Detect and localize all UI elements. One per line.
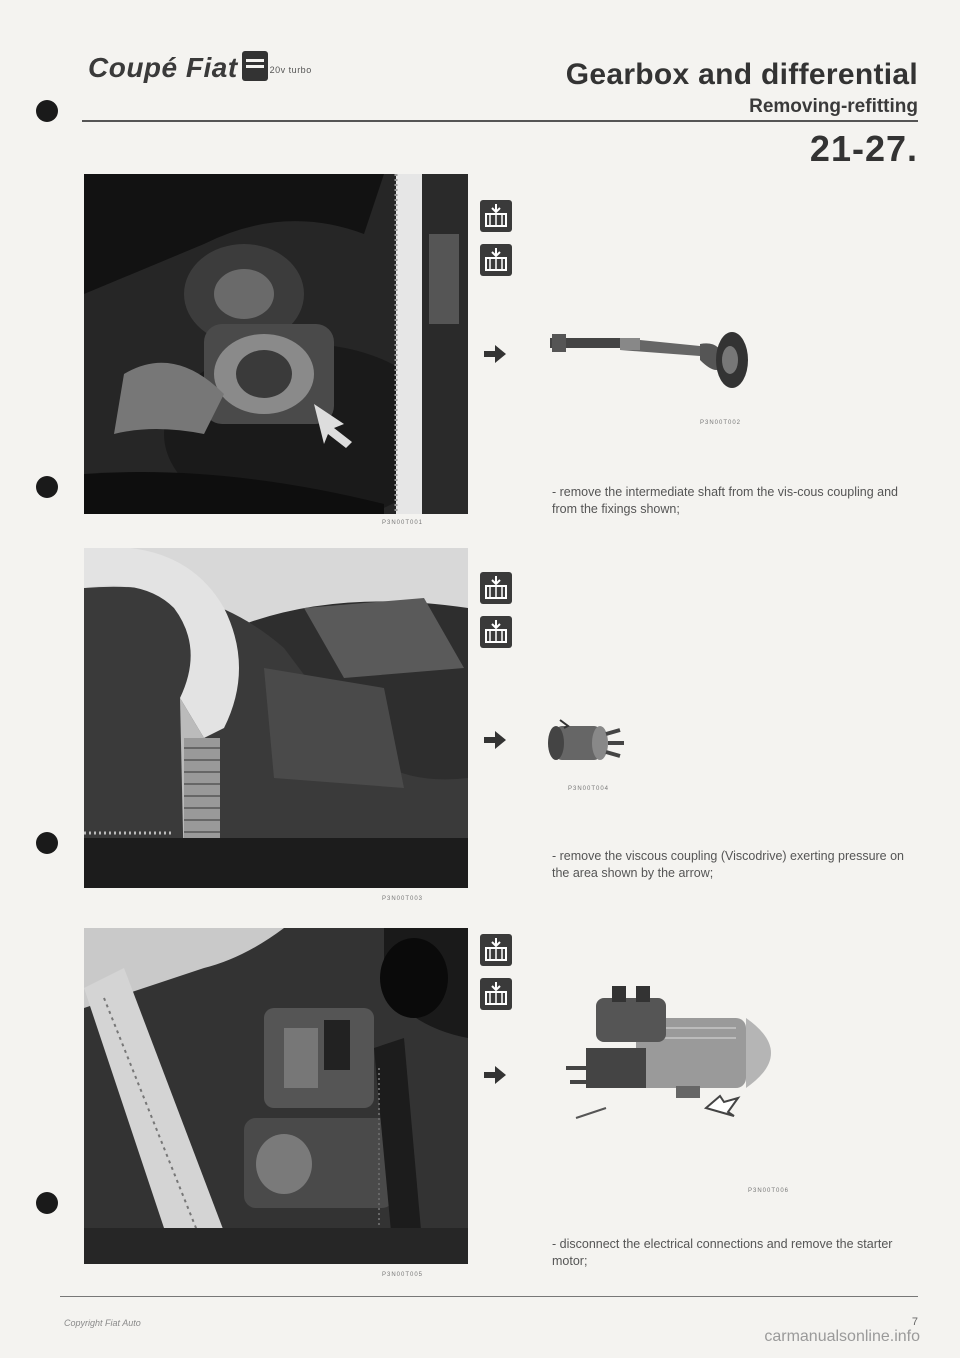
- brand-title: [88, 52, 312, 85]
- step-text: - remove the viscous coupling (Viscodrive) exerting pressure on the area shown by the arrow;: [552, 849, 905, 880]
- detail-code: P3N00T006: [748, 1188, 790, 1194]
- gearbox-icon: [480, 244, 512, 276]
- detail-code: P3N00T004: [568, 786, 610, 792]
- viscous-coupling-illustration: [540, 714, 630, 774]
- step-text: - remove the intermediate shaft from the vis-cous coupling and from the fixings shown;: [552, 485, 899, 516]
- brand-sub: 20v turbo: [269, 64, 312, 75]
- footer-rule: [60, 1296, 918, 1297]
- punch-hole: [36, 476, 58, 498]
- detail-code: P3N00T002: [700, 420, 742, 426]
- photo-step-2: [84, 548, 468, 888]
- photo-code: P3N00T001: [382, 520, 424, 526]
- gearbox-icon: [480, 572, 512, 604]
- starter-motor-illustration: [556, 978, 796, 1148]
- intermediate-shaft-illustration: [550, 320, 770, 410]
- watermark: carmanualsonline.info: [764, 1328, 920, 1345]
- arrow-right-icon: [484, 345, 506, 363]
- brand-logo-icon: [242, 51, 268, 81]
- punch-hole: [36, 100, 58, 122]
- arrow-right-icon: [484, 731, 506, 749]
- section-subtitle: Removing-refitting: [749, 96, 918, 117]
- photo-code: P3N00T003: [382, 896, 424, 902]
- photo-code: P3N00T005: [382, 1272, 424, 1278]
- header-rule: [82, 120, 918, 122]
- gearbox-icon: [480, 200, 512, 232]
- section-title: Gearbox and differential: [565, 58, 918, 91]
- brand-name: Coupé Fiat: [88, 52, 238, 83]
- arrow-right-icon: [484, 1066, 506, 1084]
- page-number: 7: [911, 1316, 918, 1328]
- photo-step-1: [84, 174, 468, 514]
- gearbox-icon: [480, 934, 512, 966]
- gearbox-icon: [480, 616, 512, 648]
- gearbox-icon: [480, 978, 512, 1010]
- punch-hole: [36, 832, 58, 854]
- punch-hole: [36, 1192, 58, 1214]
- page-reference: 21-27.: [809, 128, 918, 169]
- photo-step-3: [84, 928, 468, 1264]
- step-text: - disconnect the electrical connections and remove the starter motor;: [552, 1237, 893, 1268]
- footer-copyright: Copyright Fiat Auto: [64, 1318, 141, 1328]
